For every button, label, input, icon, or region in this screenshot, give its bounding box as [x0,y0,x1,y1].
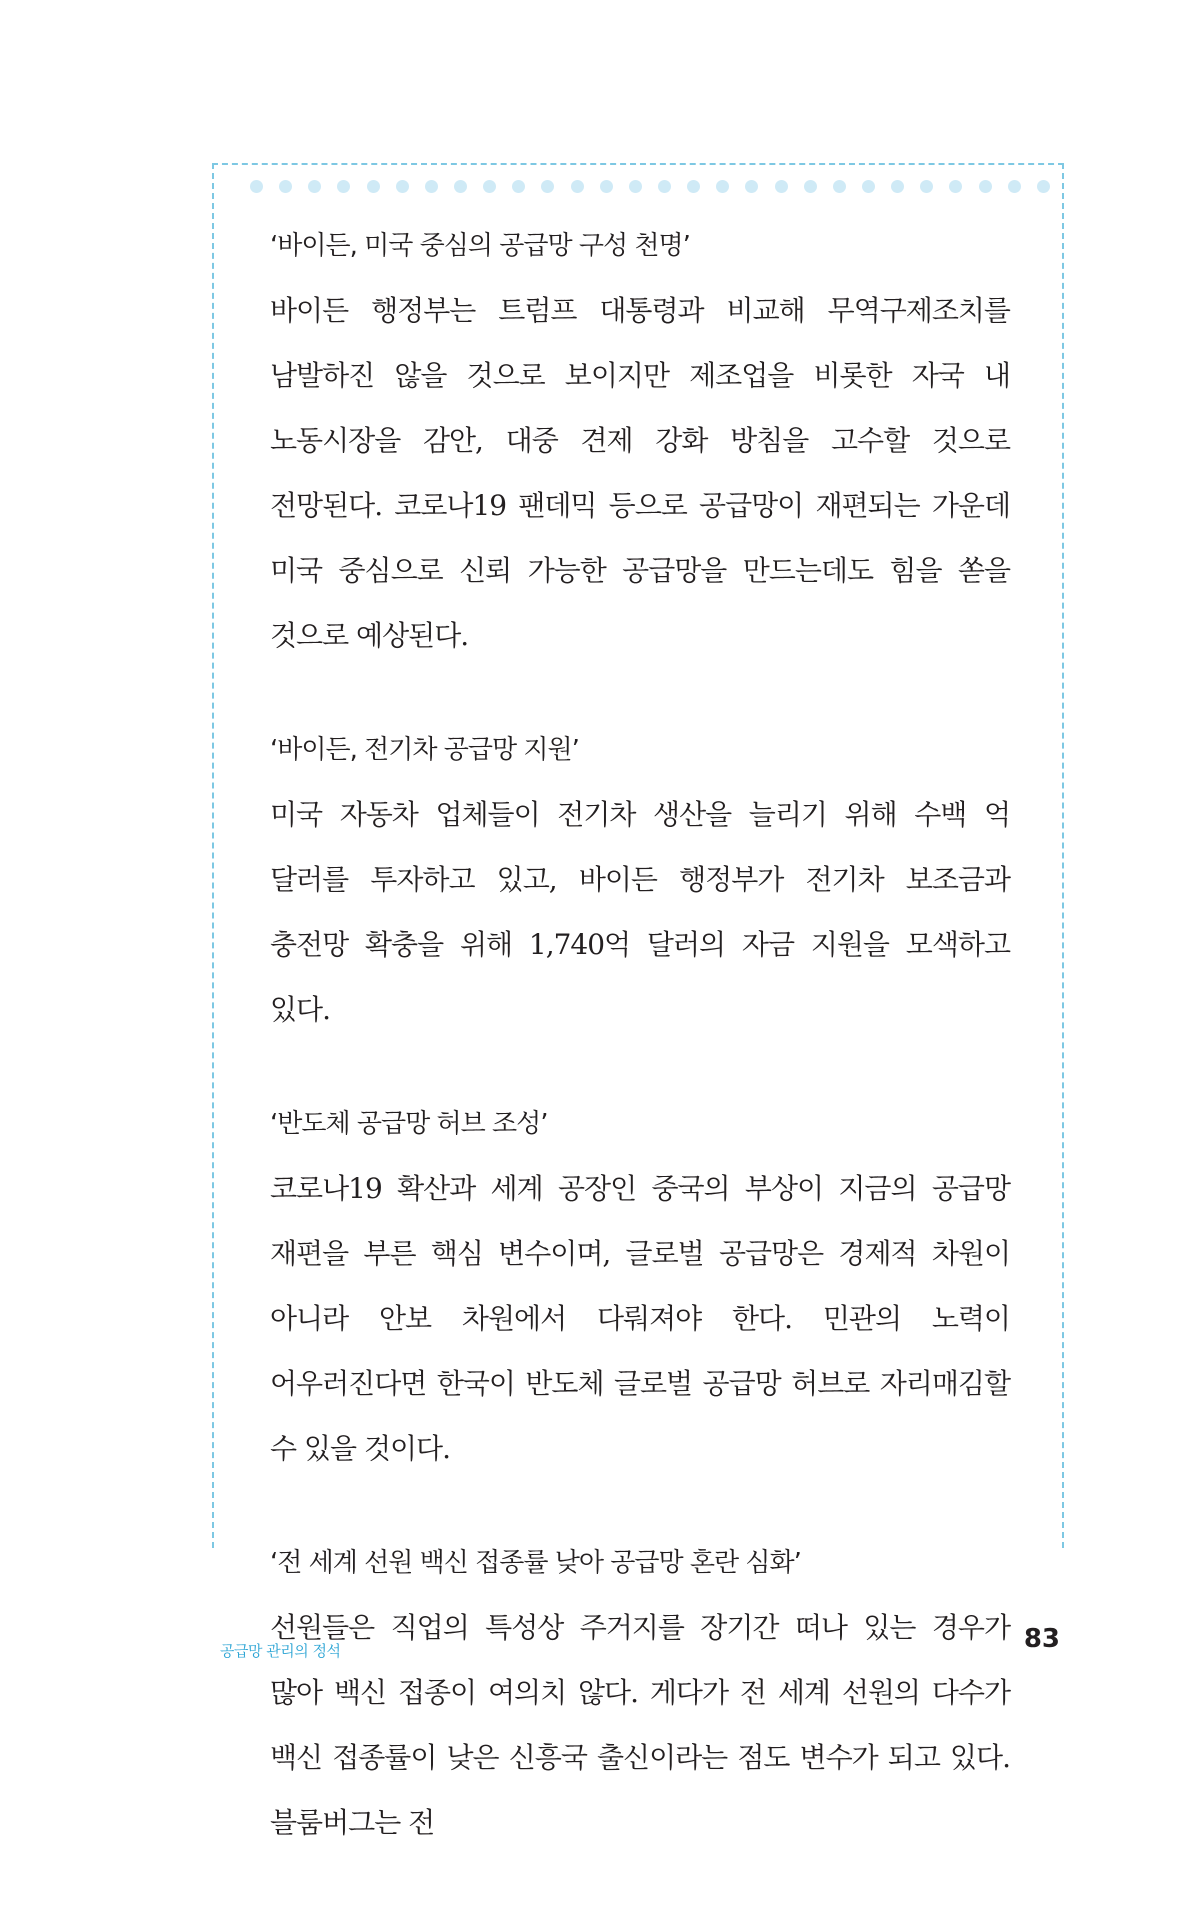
decorative-dot [979,180,992,193]
decorative-dot-row [250,176,1050,196]
decorative-dot [279,180,292,193]
decorative-dot [629,180,642,193]
decorative-dot [367,180,380,193]
decorative-dot [687,180,700,193]
decorative-dot [571,180,584,193]
decorative-dot [920,180,933,193]
decorative-dot [308,180,321,193]
decorative-dot [658,180,671,193]
section [270,730,1010,1042]
decorative-dot [804,180,817,193]
decorative-dot [775,180,788,193]
decorative-dot [512,180,525,193]
decorative-dot [541,180,554,193]
section [270,226,1010,668]
page-content [270,226,1010,1917]
section-body: 선원들은 직업의 특성상 주거지를 장기간 떠나 있는 경우가 많아 백신 접종이 여의치 않다. 게다가 전 세계 선원의 다수가 백신 접종률이 낮은 신흥국 출신이라는 점도 변수가 되고 있다. 블룸버그는 전 [270,1611,1010,1839]
decorative-dot [483,180,496,193]
page-number: 83 [1023,1624,1060,1654]
decorative-dot [454,180,467,193]
running-footer-title: 공급망 관리의 정석 [220,1642,341,1660]
decorative-dot [425,180,438,193]
decorative-dot [1008,180,1021,193]
section-title: ‘바이든, 미국 중심의 공급망 구성 천명’ [270,231,690,261]
decorative-dot [949,180,962,193]
section [270,1104,1010,1481]
decorative-dot [833,180,846,193]
section-body: 미국 자동차 업체들이 전기차 생산을 늘리기 위해 수백 억 달러를 투자하고 있고, 바이든 행정부가 전기차 보조금과 충전망 확충을 위해 1,740억 달러의 자금 지원을 모색하고 있다. [270,798,1010,1026]
decorative-dot [891,180,904,193]
decorative-dot [396,180,409,193]
section-body: 바이든 행정부는 트럼프 대통령과 비교해 무역구제조치를 남발하진 않을 것으로 보이지만 제조업을 비롯한 자국 내 노동시장을 감안, 대중 견제 강화 방침을 고수할 것으로 전망된다. 코로나19 팬데믹 등으로 공급망이 재편되는 가운데 미국 중심으로 신뢰 가능한 공급망을 만드는데도 힘을 쏟을 것으로 예상된다. [270,294,1010,652]
decorative-dot [337,180,350,193]
section-title: ‘반도체 공급망 허브 조성’ [270,1109,548,1139]
section [270,1543,1010,1855]
decorative-dot [716,180,729,193]
decorative-dot [250,180,263,193]
decorative-dot [600,180,613,193]
decorative-dot [1037,180,1050,193]
section-title: ‘바이든, 전기차 공급망 지원’ [270,735,579,765]
section-title: ‘전 세계 선원 백신 접종률 낮아 공급망 혼란 심화’ [270,1548,801,1578]
decorative-dot [862,180,875,193]
section-body: 코로나19 확산과 세계 공장인 중국의 부상이 지금의 공급망 재편을 부른 핵심 변수이며, 글로벌 공급망은 경제적 차원이 아니라 안보 차원에서 다뤄져야 한다. 민관의 노력이 어우러진다면 한국이 반도체 글로벌 공급망 허브로 자리매김할 수 있을 것이다. [270,1172,1010,1465]
decorative-dot [745,180,758,193]
